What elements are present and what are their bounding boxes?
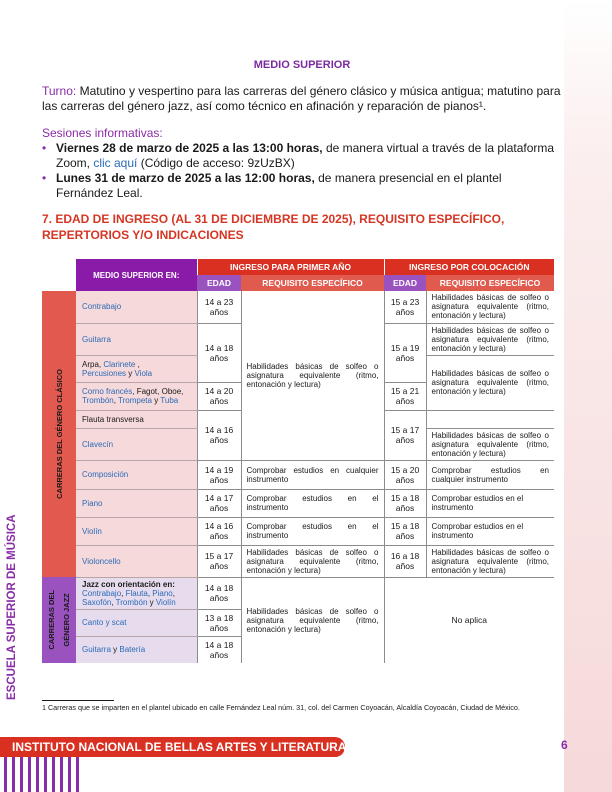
group-jazz-label-cell (42, 577, 76, 663)
req-colocacion-solfeo: Habilidades básicas de solfeo o asignatura equivalente (ritmo, entonación y lectura) (426, 291, 554, 323)
req-colocacion-instrumento: Comprobar estudios en el instrumento (426, 489, 554, 517)
turno-paragraph (42, 84, 562, 114)
sesion-item (42, 171, 562, 201)
header-colocacion: INGRESO POR COLOCACIÓN (384, 259, 554, 275)
header-edad: EDAD (197, 275, 241, 291)
req-primer-instrumento: Comprobar estudios en el instrumento (241, 517, 384, 545)
turno-text: Matutino y vespertino para las carreras del género clásico y música antigua; matutino para las carreras del género jazz, así como técnico en afinación y reparación de pianos¹. (42, 84, 561, 113)
stripe (60, 757, 63, 792)
career-violoncello: Violoncello (76, 545, 197, 577)
age-colocacion: 15 a 21 años (384, 382, 426, 410)
career-jazz-orientacion: Jazz con orientación en: Contrabajo, Flauta, Piano, Saxofón, Trombón y Violín (76, 577, 197, 609)
age-primer: 14 a 18 años (197, 577, 241, 609)
footer-institution-bar: INSTITUTO NACIONAL DE BELLAS ARTES Y LITERATURA (0, 737, 345, 757)
age-colocacion: 15 a 18 años (384, 489, 426, 517)
header-blank (42, 259, 76, 291)
group-jazz-label-line1: CARRERAS DEL (47, 590, 56, 650)
career-flauta: Flauta transversa (76, 410, 197, 428)
req-primer-solfeo: Habilidades básicas de solfeo o asignatura equivalente (ritmo, entonación y lectura) (241, 291, 384, 460)
stripe (4, 757, 7, 792)
stripe (36, 757, 39, 792)
req-colocacion-cualquier: Comprobar estudios en cualquier instrumento (426, 460, 554, 489)
bullet-icon: • (42, 141, 47, 155)
sesion-item (42, 141, 562, 171)
stripe (76, 757, 79, 792)
turno-label: Turno: (42, 84, 77, 98)
group-jazz-label-line2: GÉNERO JAZZ (62, 593, 71, 647)
sesiones-list (42, 141, 562, 201)
career-composicion: Composición (76, 460, 197, 489)
sesion-text: de manera virtual a través de la plataforma Zoom, (56, 141, 555, 170)
footnote-divider (42, 700, 114, 701)
stripe (20, 757, 23, 792)
bullet-icon: • (42, 171, 47, 185)
sesion-date: Lunes 31 de marzo de 2025 a las 12:00 horas, (56, 171, 315, 185)
career-contrabajo: Contrabajo (76, 291, 197, 323)
section-title: MEDIO SUPERIOR (253, 59, 351, 71)
age-primer: 14 a 17 años (197, 489, 241, 517)
age-primer: 14 a 23 años (197, 291, 241, 323)
header-primer-anio: INGRESO PARA PRIMER AÑO (197, 259, 384, 275)
header-edad: EDAD (384, 275, 426, 291)
career-guitarra-bateria: Guitarra y Batería (76, 636, 197, 663)
footnote: 1 Carreras que se imparten en el plantel ubicado en calle Fernández Leal núm. 31, col. del Carmen Coyoacán, Alcaldía Coyoacán, Ciudad de México. (42, 703, 520, 712)
group-classic-label: CARRERAS DEL GÉNERO CLÁSICO (54, 369, 64, 499)
age-primer: 15 a 17 años (197, 545, 241, 577)
req-colocacion-solfeo: Habilidades básicas de solfeo o asignatura equivalente (ritmo, entonación y lectura) (426, 323, 554, 355)
career-metales: Corno francés, Fagot, Oboe, Trombón, Trompeta y Tuba (76, 382, 197, 410)
age-primer: 14 a 16 años (197, 410, 241, 460)
sesion-text: de manera presencial en el plantel Fernández Leal. (56, 171, 502, 200)
stripe (68, 757, 71, 792)
header-medio-superior: MEDIO SUPERIOR EN: (76, 259, 197, 291)
decorative-stripes (4, 757, 86, 792)
age-colocacion: 16 a 18 años (384, 545, 426, 577)
page-number: 6 (561, 738, 568, 752)
no-aplica: No aplica (384, 577, 554, 663)
career-piano: Piano (76, 489, 197, 517)
intro-block (42, 58, 562, 243)
side-title: ESCUELA SUPERIOR DE MÚSICA (6, 514, 18, 700)
career-arpa-clarinete-percusiones-viola: Arpa, Clarinete , Percusiones y Viola (76, 355, 197, 382)
sesion-access-code: (Código de acceso: 9zUzBX) (137, 156, 295, 170)
req-primer-cualquier: Comprobar estudios en cualquier instrumento (241, 460, 384, 489)
age-colocacion: 15 a 17 años (384, 410, 426, 460)
age-colocacion: 15 a 19 años (384, 323, 426, 382)
stripe (12, 757, 15, 792)
stripe (52, 757, 55, 792)
career-violin: Violín (76, 517, 197, 545)
decorative-right-band (564, 0, 612, 792)
age-colocacion: 15 a 18 años (384, 517, 426, 545)
age-primer: 13 a 18 años (197, 609, 241, 636)
req-primer-instrumento: Comprobar estudios en el instrumento (241, 489, 384, 517)
section-heading-7: 7. EDAD DE INGRESO (AL 31 DE DICIEMBRE DE 2025), REQUISITO ESPECÍFICO, REPERTORIOS Y/O INDICACIONES (42, 212, 505, 242)
header-requisito: REQUISITO ESPECÍFICO (426, 275, 554, 291)
age-primer: 14 a 16 años (197, 517, 241, 545)
age-primer: 14 a 18 años (197, 636, 241, 663)
group-classic-label-cell (42, 291, 76, 577)
age-primer: 14 a 18 años (197, 323, 241, 382)
stripe (44, 757, 47, 792)
stripe (28, 757, 31, 792)
age-primer: 14 a 19 años (197, 460, 241, 489)
sesiones-title: Sesiones informativas: (42, 126, 163, 140)
age-primer: 14 a 20 años (197, 382, 241, 410)
age-colocacion: 15 a 23 años (384, 291, 426, 323)
admission-table (42, 259, 554, 663)
req-colocacion-instrumento: Comprobar estudios en el instrumento (426, 517, 554, 545)
sesion-date: Viernes 28 de marzo de 2025 a las 13:00 horas, (56, 141, 323, 155)
age-colocacion: 15 a 20 años (384, 460, 426, 489)
req-primer-solfeo: Habilidades básicas de solfeo o asignatura equivalente (ritmo, entonación y lectura) (241, 545, 384, 577)
career-guitarra: Guitarra (76, 323, 197, 355)
career-clavecin: Clavecín (76, 428, 197, 460)
zoom-link[interactable]: clic aquí (93, 156, 138, 170)
req-primer-solfeo: Habilidades básicas de solfeo o asignatura equivalente (ritmo, entonación y lectura) (246, 606, 379, 634)
career-canto-scat: Canto y scat (76, 609, 197, 636)
header-requisito: REQUISITO ESPECÍFICO (241, 275, 384, 291)
req-colocacion-solfeo: Habilidades básicas de solfeo o asignatura equivalente (ritmo, entonación y lectura) (426, 355, 554, 410)
req-colocacion-empty (426, 410, 554, 428)
req-colocacion-solfeo: Habilidades básicas de solfeo o asignatura equivalente (ritmo, entonación y lectura) (426, 545, 554, 577)
req-colocacion-solfeo: Habilidades básicas de solfeo o asignatura equivalente (ritmo, entonación y lectura) (426, 428, 554, 460)
